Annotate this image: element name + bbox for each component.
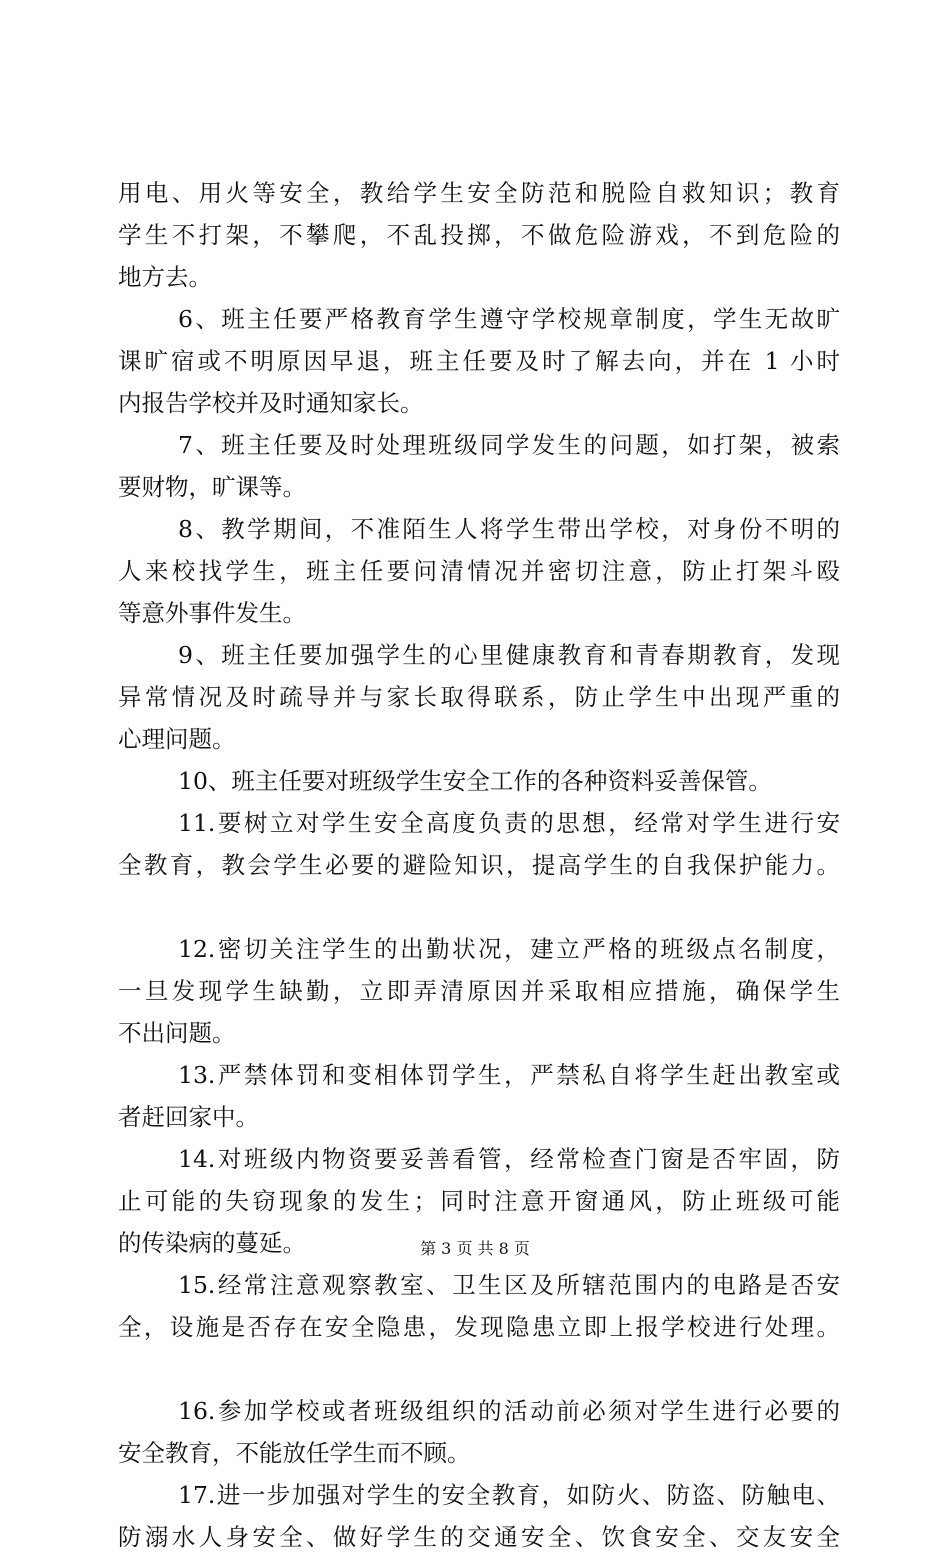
text-line: 7、班主任要及时处理班级同学发生的问题，如打架，被索 <box>178 431 840 459</box>
text-line: 14.对班级内物资要妥善看管，经常检查门窗是否牢固，防 <box>178 1145 840 1173</box>
text-line: 要财物，旷课等。 <box>118 473 306 501</box>
text-line: 心理问题。 <box>118 725 236 753</box>
text-line: 课旷宿或不明原因早退，班主任要及时了解去向，并在 1 小时 <box>118 347 840 375</box>
text-line: 15.经常注意观察教室、卫生区及所辖范围内的电路是否安 <box>178 1271 840 1299</box>
text-line: 用电、用火等安全，教给学生安全防范和脱险自救知识；教育 <box>118 179 840 207</box>
text-line: 8、教学期间，不准陌生人将学生带出学校，对身份不明的 <box>178 515 840 543</box>
text-line: 学生不打架，不攀爬，不乱投掷，不做危险游戏，不到危险的 <box>118 221 840 249</box>
text-line: 异常情况及时疏导并与家长取得联系，防止学生中出现严重的 <box>118 683 840 711</box>
text-line: 10、班主任要对班级学生安全工作的各种资料妥善保管。 <box>178 767 772 795</box>
text-line: 内报告学校并及时通知家长。 <box>118 389 424 417</box>
text-line: 人来校找学生，班主任要问清情况并密切注意，防止打架斗殴 <box>118 557 840 585</box>
text-line: 11.要树立对学生安全高度负责的思想，经常对学生进行安 <box>178 809 840 837</box>
blank-line <box>118 1348 840 1390</box>
text-line: 13.严禁体罚和变相体罚学生，严禁私自将学生赶出教室或 <box>178 1061 840 1089</box>
text-line: 者赶回家中。 <box>118 1103 259 1131</box>
text-line: 全，设施是否存在安全隐患，发现隐患立即上报学校进行处理。 <box>118 1313 840 1341</box>
text-line: 17.进一步加强对学生的安全教育，如防火、防盗、防触电、 <box>178 1481 840 1509</box>
document-body <box>118 172 840 1558</box>
text-line: 16.参加学校或者班级组织的活动前必须对学生进行必要的 <box>178 1397 840 1425</box>
page-number-footer: 第 3 页 共 8 页 <box>420 1239 530 1258</box>
text-line: 地方去。 <box>118 263 212 291</box>
text-line: 安全教育，不能放任学生而不顾。 <box>118 1439 471 1467</box>
text-line: 止可能的失窃现象的发生；同时注意开窗通风，防止班级可能 <box>118 1187 840 1215</box>
text-line: 不出问题。 <box>118 1019 236 1047</box>
text-line: 12.密切关注学生的出勤状况，建立严格的班级点名制度， <box>178 935 840 963</box>
text-line: 等意外事件发生。 <box>118 599 306 627</box>
text-line: 6、班主任要严格教育学生遵守学校规章制度，学生无故旷 <box>178 305 840 333</box>
blank-line <box>118 886 840 928</box>
text-line: 9、班主任要加强学生的心里健康教育和青春期教育，发现 <box>178 641 840 669</box>
text-line: 全教育，教会学生必要的避险知识，提高学生的自我保护能力。 <box>118 851 840 879</box>
text-line: 一旦发现学生缺勤，立即弄清原因并采取相应措施，确保学生 <box>118 977 840 1005</box>
text-line: 防溺水人身安全、做好学生的交通安全、饮食安全、交友安全 <box>118 1523 840 1551</box>
text-line: 的传染病的蔓延。 <box>118 1229 306 1257</box>
